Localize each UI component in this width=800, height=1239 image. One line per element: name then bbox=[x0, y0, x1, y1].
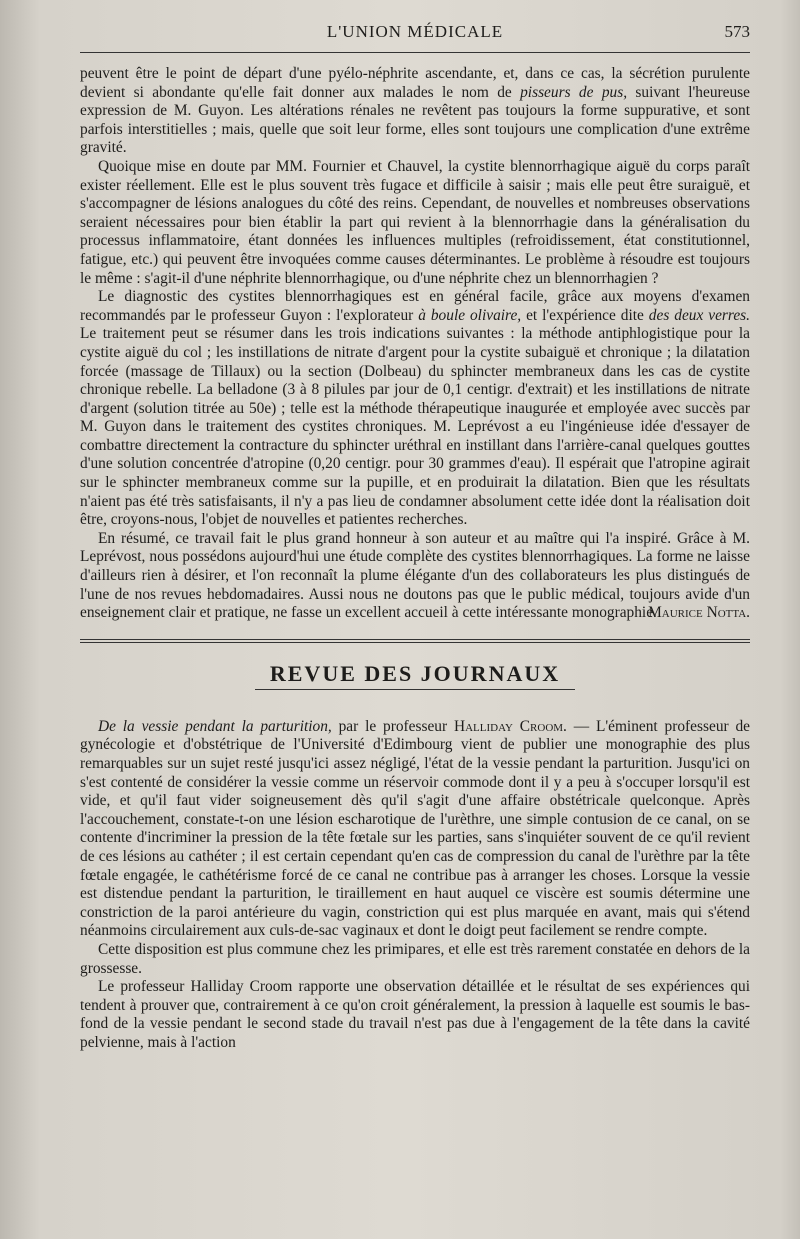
paragraph: Quoique mise en doute par MM. Fournier et Chauvel, la cystite blennorrhagique aiguë du corps paraît exister réellement. Elle est le plus souvent très fugace et difficile à saisir ; mais elle peut être suraiguë, et s'accompagner de lésions analogues du côté des reins. Cependant, de nouvelles et nombreuses observations seraient nécessaires pour bien établir la part qui revient à la blennorrhagie dans la généralisation du processus inflammatoire, étant données les influences multiples (refroidissement, état constitutionnel, fatigue, etc.) qui peuvent être invoquées comme causes déterminantes. Le problème à résoudre est toujours le même : s'agit-il d'une néphrite blennorrhagique, ou d'une néphrite chez un blennorrhagien ? bbox=[80, 157, 750, 287]
article-title: De la vessie pendant la parturition, bbox=[98, 717, 332, 735]
paragraph: En résumé, ce travail fait le plus grand honneur à son auteur et au maître qui l'a inspiré. Grâce à M. Leprévost, nous possédons aujourd'hui une étude complète des cystites blennorrhagiques. La forme ne laisse d'ailleurs rien à désirer, et l'on reconnaît la plume élégante d'un des collaborateurs les plus distingués de l'une de nos revues hebdomadaires. Aussi nous ne doutons pas que le public médical, toujours avide d'un enseignement clair et pratique, ne fasse un excellent accueil à cette intéressante monographie. bbox=[80, 529, 750, 622]
page-number: 573 bbox=[724, 22, 750, 41]
paragraph: peuvent être le point de départ d'une pyélo-néphrite ascendante, et, dans ce cas, la sécrétion purulente devient si abondante qu'elle fait donner aux malades le nom de pisseurs de pus, suivant l'heureuse expression de M. Guyon. Les altérations rénales ne revêtent pas toujours la forme suppurative, et sont parfois interstitielles ; mais, quelle que soit leur forme, elles sont toujours une complication d'une extrême gravité. bbox=[80, 65, 750, 157]
emphasis: des deux verres. bbox=[648, 306, 750, 324]
section-heading: REVUE DES JOURNAUX bbox=[269, 660, 561, 686]
signature: Maurice Notta. bbox=[648, 604, 750, 622]
article-review-cystites bbox=[80, 65, 750, 623]
emphasis: à boule olivaire, bbox=[418, 306, 522, 324]
paragraph: Le professeur Halliday Croom rapporte une observation détaillée et le résultat de ses expériences qui tendent à prouver que, contrairement à ce qu'on croit généralement, la pression à laquelle est soumis le bas-fond de la vessie pendant le second stade du travail n'est pas due à l'engagement de la tête dans la cavité pelvienne, mais à l'action bbox=[80, 978, 750, 1051]
article-vessie-parturition bbox=[80, 718, 750, 1053]
header-rule bbox=[80, 52, 750, 53]
paragraph: Cette disposition est plus commune chez les primipares, et elle est très rarement constatée en dehors de la grossesse. bbox=[80, 940, 750, 977]
section-divider bbox=[80, 639, 750, 643]
paragraph: Le diagnostic des cystites blennorrhagiques est en général facile, grâce aux moyens d'examen recommandés par le professeur Guyon : l'explorateur à boule olivaire, et l'expérience dite des deux verres. Le traitement peut se résumer dans les trois indications suivantes : la méthode antiphlogistique pour la cystite aiguë du col ; les instillations de nitrate d'argent pour la cystite subaiguë et chronique ; la dilatation forcée (massage de Tillaux) ou la section (Dolbeau) du sphincter membraneux dans les cas de cystite chronique rebelle. La belladone (3 à 8 pilules par jour de 0,1 centigr. d'extrait) et les instillations de nitrate d'argent (solution titrée au 50e) ; telle est la méthode thérapeutique inaugurée et employée avec succès par M. Guyon dans le traitement des cystites chroniques. M. Leprévost a eu l'ingénieuse idée d'essayer de combattre directement la contracture du sphincter uréthral en instillant dans l'arrière-canal quelques gouttes d'une solution concentrée d'atropine (0,20 centigr. pour 30 grammes d'eau). Il espérait que l'atropine agirait sur le sphincter membraneux comme sur la pupille, et en produirait la dilatation. Bien que les résultats n'aient pas été très satisfaisants, il n'y a pas lieu de condamner absolument cette idée dont la réalisation doit être, croyons-nous, l'objet de nouvelles et patientes recherches. bbox=[80, 288, 750, 529]
heading-underline bbox=[255, 689, 575, 690]
paragraph: De la vessie pendant la parturition, par le professeur Halliday Croom. — L'éminent professeur de gynécologie et d'obstétrique de l'Université d'Edimbourg vient de publier une monographie des plus remarquables sur un sujet resté jusqu'ici assez négligé, l'état de la vessie pendant la parturition. Jusqu'ici on s'est contenté de considérer la vessie comme un réservoir commode dont il y a peu à s'occuper lorsqu'il est vide, et qu'il faut vider soigneusement dès qu'il s'agit d'une affaire obstétricale quelconque. Après l'accouchement, constate-t-on une lésion escharotique de l'urèthre, une simple contusion de ce canal, on se contente d'incriminer la pression de la tête fœtale sur les parties, sans s'inquiéter souvent de ce qu'il revient de ces lésions au cathéter ; il est certain cependant qu'en cas de compression du canal de l'urèthre par la tête fœtale engagée, le cathétérisme forcé de ce canal ne contribue pas à arranger les choses. Lorsque la vessie est distendue pendant la parturition, le tiraillement en haut auquel ce viscère est soumis détermine une constriction de la paroi antérieure du vagin, constriction qui est plus marquée en avant, mais qui s'étend néanmoins circulairement aux culs-de-sac vaginaux et dont le doigt peut facilement se rendre compte. bbox=[80, 717, 750, 940]
emphasis: pisseurs de pus, bbox=[520, 83, 628, 101]
author-name: Halliday Croom. bbox=[453, 717, 567, 735]
journal-title: L'UNION MÉDICALE bbox=[326, 22, 504, 41]
running-head bbox=[80, 22, 750, 44]
